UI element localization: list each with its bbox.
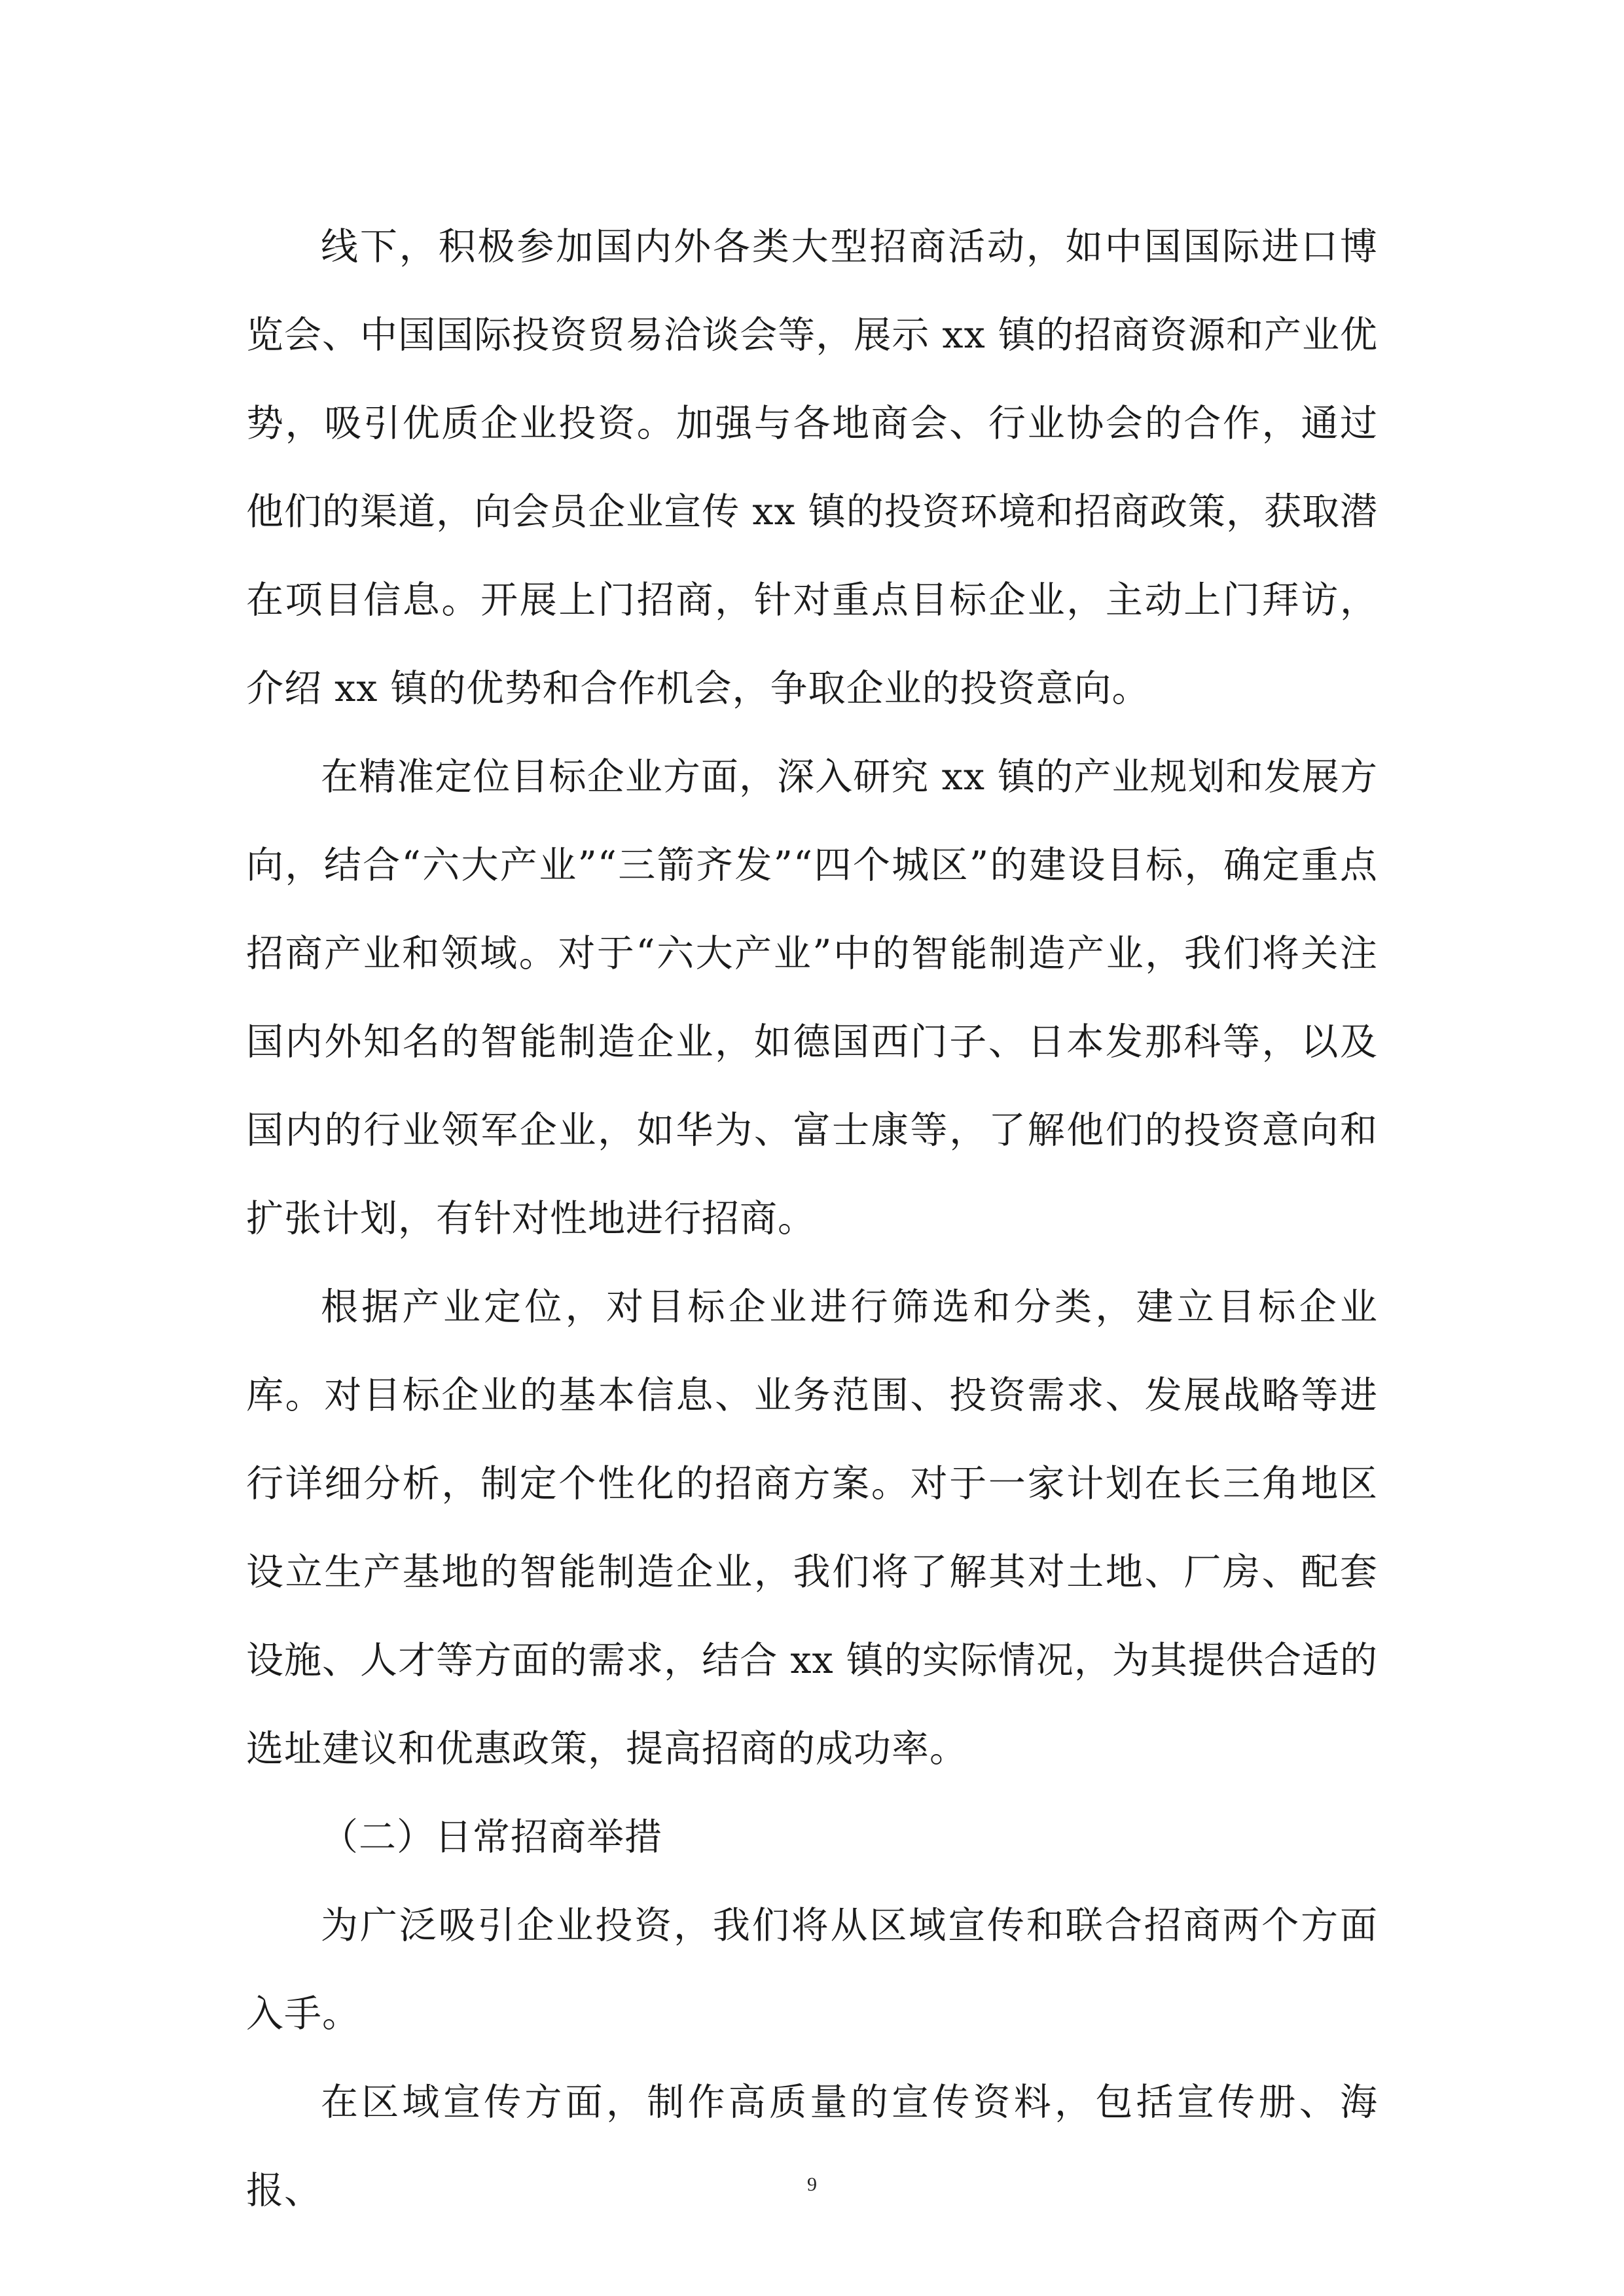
- paragraph-regional-promotion: 在区域宣传方面，制作高质量的宣传资料，包括宣传册、海报、: [246, 2081, 1378, 2212]
- document-body: [246, 203, 1378, 2235]
- section-heading: （二）日常招商举措: [321, 1816, 662, 1859]
- page-number: 9: [807, 2174, 817, 2195]
- paragraph-daily-measures-intro: 为广泛吸引企业投资，我们将从区域宣传和联合招商两个方面入手。: [246, 1904, 1378, 2036]
- paragraph-offline-promotion: 线下，积极参加国内外各类大型招商活动，如中国国际进口博览会、中国国际投资贸易洽谈会等，展示 xx 镇的招商资源和产业优势，吸引优质企业投资。加强与各地商会、行业协会的合作，通过他们的渠道，向会员企业宣传 xx 镇的投资环境和招商政策，获取潜在项目信息。开展上门招商，针对重点目标企业，主动上门拜访，介绍 xx 镇的优势和合作机会，争取企业的投资意向。: [246, 225, 1378, 710]
- paragraph-target-positioning: 在精准定位目标企业方面，深入研究 xx 镇的产业规划和发展方向，结合“六大产业”“三箭齐发”“四个城区”的建设目标，确定重点招商产业和领域。对于“六大产业”中的智能制造产业，我们将关注国内外知名的智能制造企业，如德国西门子、日本发那科等，以及国内的行业领军企业，如华为、富士康等，了解他们的投资意向和扩张计划，有针对性地进行招商。: [246, 755, 1378, 1240]
- paragraph-enterprise-database: 根据产业定位，对目标企业进行筛选和分类，建立目标企业库。对目标企业的基本信息、业务范围、投资需求、发展战略等进行详细分析，制定个性化的招商方案。对于一家计划在长三角地区设立生产基地的智能制造企业，我们将了解其对土地、厂房、配套设施、人才等方面的需求，结合 xx 镇的实际情况，为其提供合适的选址建议和优惠政策，提高招商的成功率。: [246, 1285, 1378, 1770]
